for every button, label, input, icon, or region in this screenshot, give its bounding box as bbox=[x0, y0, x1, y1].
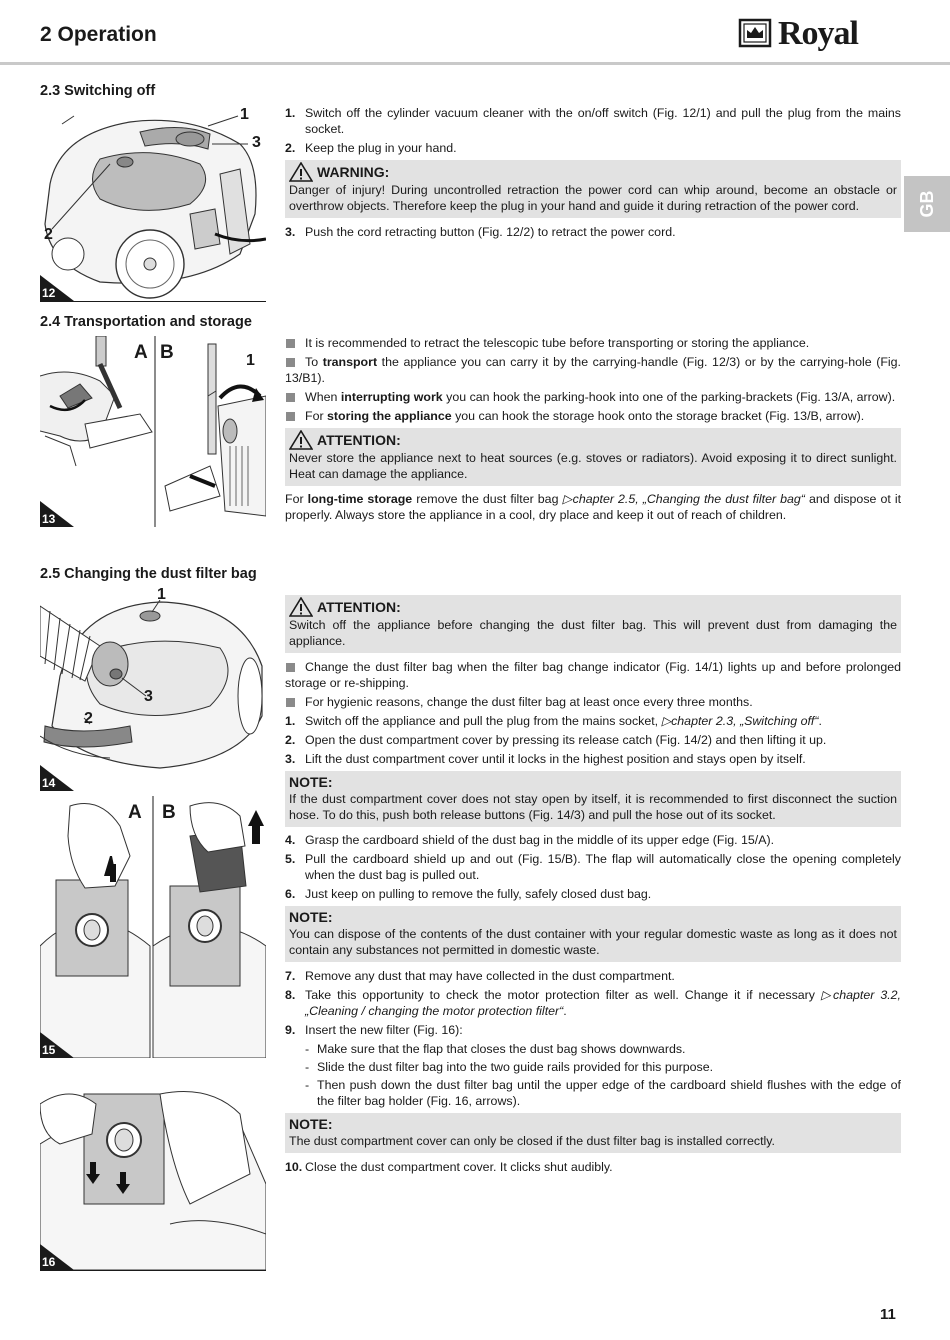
language-tab-label: GB bbox=[917, 190, 937, 218]
section-title-2-5: 2.5 Changing the dust filter bag bbox=[40, 566, 257, 582]
brand-name: Royal bbox=[778, 15, 858, 52]
note-box-suction-hose: NOTE: If the dust compartment cover does not stay open by itself, it is recommended to first disconnect the suction hose. To do this, push both release buttons (Fig. 14/3) and pull the hose out of its socket. bbox=[285, 771, 901, 827]
figure-15-label-b: B bbox=[162, 802, 176, 823]
page-number: 11 bbox=[880, 1306, 896, 1323]
figure-12-rule bbox=[40, 301, 266, 302]
chapter-link-3-2[interactable]: ▷chapter 3.2, „Cleaning / changing the motor protection filter“ bbox=[305, 988, 902, 1018]
section-2-4-body bbox=[285, 335, 901, 523]
figure-13-label-b: B bbox=[160, 342, 174, 363]
section-2-3-body bbox=[285, 105, 901, 240]
figure-13-label-1: 1 bbox=[246, 352, 255, 369]
figure-12-label-3: 3 bbox=[252, 134, 261, 151]
figure-15: A B 15 bbox=[40, 796, 266, 1058]
attention-icon bbox=[289, 430, 313, 450]
figure-13-label-a: A bbox=[134, 342, 148, 363]
figure-14: 1 3 2 14 bbox=[40, 586, 266, 791]
note-box-cover: NOTE: The dust compartment cover can only be closed if the dust filter bag is installed correctly. bbox=[285, 1113, 901, 1153]
step-1: 1. Switch off the appliance and pull the plug from the mains socket, ▷chapter 2.3, „Switching off“. bbox=[285, 714, 822, 728]
step-10: 10. Close the dust compartment cover. It clicks shut audibly. bbox=[285, 1160, 613, 1174]
figure-12: 1 3 2 12 bbox=[40, 104, 266, 301]
figure-16: 16 bbox=[40, 1064, 266, 1270]
bullet-transport: To transport the appliance you can carry it by the carrying-handle (Fig. 12/3) or by the carrying-hole (Fig. 13/B1). bbox=[285, 355, 901, 385]
step-7: 7. Remove any dust that may have collected in the dust compartment. bbox=[285, 969, 675, 983]
figure-12-label-2: 2 bbox=[44, 226, 53, 243]
step-3: 3. Lift the dust compartment cover until it locks in the highest position and stays open by itself. bbox=[285, 752, 806, 766]
page-title: 2 Operation bbox=[40, 23, 157, 46]
dash-item-flap: - Make sure that the flap that closes the dust bag shows downwards. bbox=[305, 1042, 686, 1056]
bullet-storing: For storing the appliance you can hook the storage hook onto the storage bracket (Fig. 13/B, arrow). bbox=[285, 408, 901, 424]
chapter-link-2-5[interactable]: ▷chapter 2.5, „Changing the dust filter bag“ bbox=[562, 492, 805, 506]
bullet-retract: It is recommended to retract the telescopic tube before transporting or storing the appliance. bbox=[285, 335, 901, 351]
chapter-link-2-3[interactable]: ▷chapter 2.3, „Switching off“ bbox=[661, 714, 819, 728]
header-rule bbox=[0, 62, 950, 65]
step-8: 8. Take this opportunity to check the motor protection filter as well. Change it if necessary ▷chapter 3.2, „Cleaning / changing the motor protection filter“. bbox=[285, 988, 902, 1018]
warning-icon bbox=[289, 162, 313, 182]
step-2: 2. Open the dust compartment cover by pressing its release catch (Fig. 14/2) and then lifting it up. bbox=[285, 733, 827, 747]
bullet-interrupting-work: When interrupting work you can hook the parking-hook into one of the parking-brackets (Fig. 13/A, arrow). bbox=[285, 389, 901, 405]
long-time-storage-paragraph: For long-time storage remove the dust filter bag ▷chapter 2.5, „Changing the dust filter bag“ and dispose ot it properly. Always store the appliance in a cool, dry place and keep it out of reach of children. bbox=[285, 492, 902, 522]
figure-14-label-3: 3 bbox=[144, 688, 153, 705]
step-9: 9. Insert the new filter (Fig. 16): bbox=[285, 1023, 463, 1037]
section-title-2-4: 2.4 Transportation and storage bbox=[40, 314, 252, 330]
section-title-2-3: 2.3 Switching off bbox=[40, 83, 156, 99]
figure-14-label-1: 1 bbox=[157, 586, 166, 603]
dash-item-slide: - Slide the dust filter bag into the two guide rails provided for this purpose. bbox=[305, 1060, 714, 1074]
bullet-hygienic: For hygienic reasons, change the dust filter bag at least once every three months. bbox=[285, 694, 901, 710]
attention-box-filter: ATTENTION: Switch off the appliance before changing the dust filter bag. This will prevent dust from damaging the appliance. bbox=[285, 595, 901, 653]
section-2-5-body bbox=[285, 595, 901, 1175]
figure-16-rule bbox=[40, 1270, 266, 1271]
figure-12-label-1: 1 bbox=[240, 106, 249, 123]
step-6: 6. Just keep on pulling to remove the fully, safely closed dust bag. bbox=[285, 887, 652, 901]
step-3: 3. Push the cord retracting button (Fig. 12/2) to retract the power cord. bbox=[285, 225, 676, 239]
figure-15-label-a: A bbox=[128, 802, 142, 823]
attention-box-storage: ATTENTION: Never store the appliance next to heat sources (e.g. stoves or radiators). Avoid exposing it to direct sunlight. Heat can damage the appliance. bbox=[285, 428, 901, 486]
bullet-change-indicator: Change the dust filter bag when the filter bag change indicator (Fig. 14/1) lights up and before prolonged storage or re-shipping. bbox=[285, 660, 901, 690]
step-4: 4. Grasp the cardboard shield of the dust bag in the middle of its upper edge (Fig. 15/A). bbox=[285, 833, 775, 847]
step-5: 5. Pull the cardboard shield up and out (Fig. 15/B). The flap will automatically close the opening completely when the dust bag is pulled out. bbox=[285, 852, 901, 882]
note-box-disposal: NOTE: You can dispose of the contents of the dust container with your regular domestic waste as long as it does not contain any substances not permitted in domestic waste. bbox=[285, 906, 901, 962]
step-1: 1. Switch off the cylinder vacuum cleaner with the on/off switch (Fig. 12/1) and pull the plug from the mains socket. bbox=[285, 106, 901, 136]
figure-13: A B 1 13 bbox=[40, 336, 266, 527]
step-2: 2. Keep the plug in your hand. bbox=[285, 141, 457, 155]
warning-box bbox=[285, 160, 901, 218]
figure-14-label-2: 2 bbox=[84, 710, 93, 727]
dash-item-push: - Then push down the dust filter bag until the upper edge of the cardboard shield flushes with the edge of the filter bag holder (Fig. 16, arrows). bbox=[305, 1078, 901, 1108]
warning-title: WARNING: bbox=[317, 164, 390, 180]
warning-text: Danger of injury! During uncontrolled retraction the power cord can whip around, become an obstacle or overthrow objects. Therefore keep the plug in your hand and guide it during retraction of the power cord. bbox=[289, 183, 897, 213]
attention-icon bbox=[289, 597, 313, 617]
